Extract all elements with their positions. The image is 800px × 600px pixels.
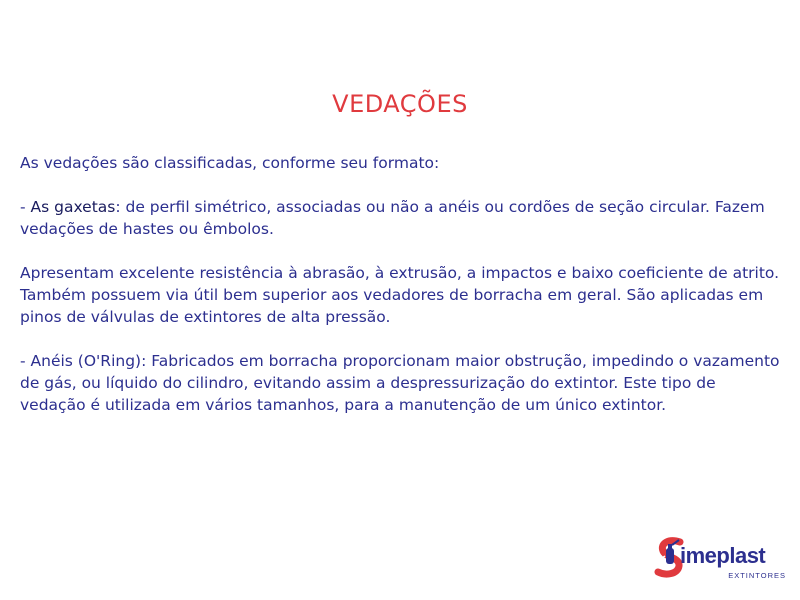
- intro-paragraph: As vedações são classificadas, conforme seu formato:: [20, 154, 440, 172]
- gaxetas-prefix: -: [20, 198, 31, 216]
- page-title: VEDAÇÕES: [332, 90, 468, 118]
- brand-subtitle: EXTINTORES: [728, 571, 786, 580]
- aneis-paragraph: - Anéis (O'Ring): Fabricados em borracha proporcionam maior obstrução, impedindo o vazamento de gás, ou líquido do cilindro, evitando assim a despressurização do extintor. Este tipo de vedação é utilizada em vários tamanhos, para a manutenção de um único extintor.: [20, 352, 780, 414]
- brand-logo: [654, 536, 790, 584]
- gaxetas-term: As gaxetas: [30, 198, 116, 216]
- brand-name: imeplast: [680, 543, 766, 568]
- gaxetas-text: : de perfil simétrico, associadas ou não a anéis ou cordões de seção circular. Fazem vedações de hastes ou êmbolos.: [20, 198, 765, 238]
- gaxetas-paragraph: [20, 196, 780, 240]
- content-body: [20, 152, 780, 416]
- gaxetas-detail-paragraph: Apresentam excelente resistência à abrasão, à extrusão, a impactos e baixo coeficiente de atrito. Também possuem via útil bem superior aos vedadores de borracha em geral. São aplicadas em pinos de válvulas de extintores de alta pressão.: [20, 264, 780, 326]
